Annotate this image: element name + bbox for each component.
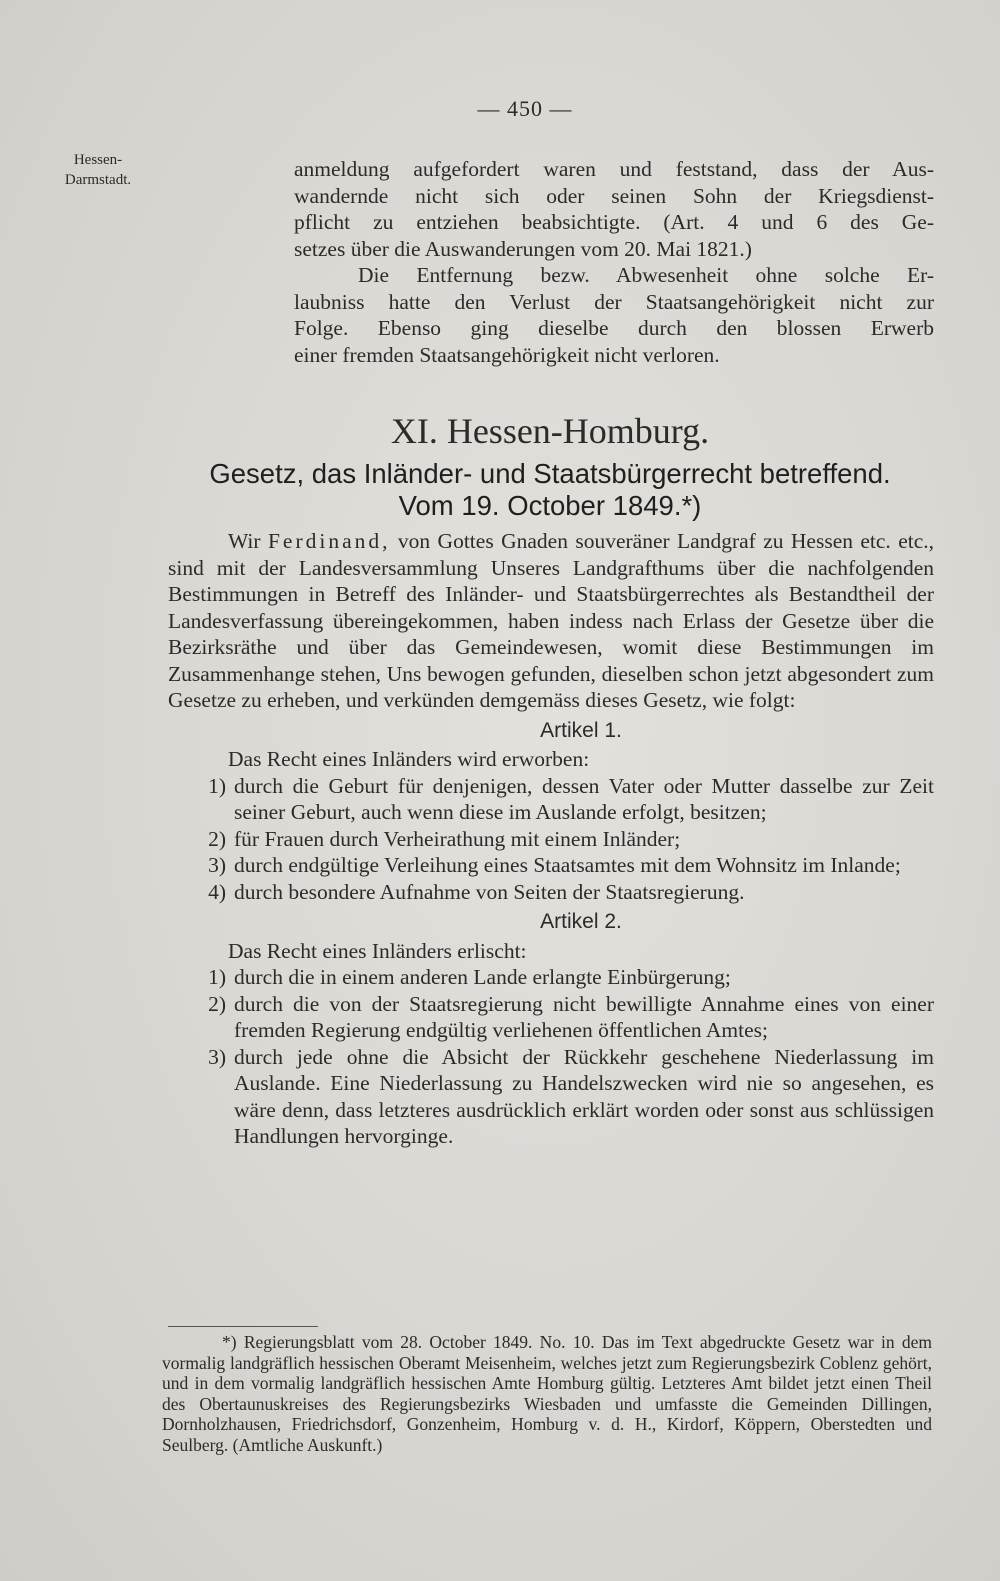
list-number: 2) bbox=[208, 826, 226, 851]
law-title bbox=[165, 458, 935, 522]
list-number: 1) bbox=[208, 773, 226, 798]
article-1-lead: Das Recht eines Inländers wird erworben: bbox=[228, 747, 590, 771]
intro-line-3: pflicht zu entziehen beabsichtigte. (Art. 4 und 6 des Ge- bbox=[294, 210, 934, 234]
list-text: durch jede ohne die Absicht der Rückkehr geschehene Niederlassung im Auslande. Eine Niederlassung zu Handelszwecken wird nie so angesehen, es wäre denn, dass letzteres ausdrücklich erklärt worden oder sonst aus schlüssigen Handlungen hervorginge. bbox=[234, 1044, 934, 1148]
list-item bbox=[168, 1044, 934, 1150]
article-2-lead: Das Recht eines Inländers erlischt: bbox=[228, 938, 527, 963]
intro-para2-line-3: Folge. Ebenso ging dieselbe durch den blossen Erwerb bbox=[294, 316, 934, 340]
list-number: 1) bbox=[208, 965, 226, 989]
margin-note-line-1: Hessen- bbox=[73, 152, 123, 168]
intro-paragraph-1 bbox=[294, 156, 934, 368]
law-title-line-1: Gesetz, das Inländer- und Staatsbürgerrecht betreffend. bbox=[209, 458, 891, 489]
intro-line-2: wandernde nicht sich oder seinen Sohn der Kriegsdienst- bbox=[294, 183, 934, 208]
list-item bbox=[168, 773, 934, 826]
list-number: 3) bbox=[208, 1044, 226, 1069]
list-text: durch die von der Staatsregierung nicht bewilligte Annahme eines von einer fremden Regierung endgültig verliehenen öffentlichen Amtes; bbox=[234, 991, 934, 1042]
article-1-heading: Artikel 1. bbox=[540, 718, 622, 742]
preamble-text: von Gottes Gnaden souveräner Landgraf zu Hessen etc. etc., sind mit der Landesversammlung Unseres Landgrafthums über die nachfolgenden Bestimmungen in Betreff des Inländer- und Staatsbürgerrechtes als Bestandtheil der Landesverfassung übereingekommen, haben indess nach Erlass der Gesetze über die Bezirksräthe und über das Gemeindewesen, womit diese Bestimmungen im Zusammenhange stehen, Uns bewogen gefunden, dieselben schon jetzt abgesondert zum Gesetze zu erheben, und verkünden demgemäss dieses Gesetz, wie folgt: bbox=[168, 529, 935, 712]
list-item bbox=[168, 991, 934, 1044]
list-item bbox=[168, 964, 934, 991]
footnote-text: *) Regierungsblatt vom 28. October 1849. No. 10. Das im Text abgedruckte Gesetz war in dem vormalig landgräflich hessischen Oberamt Meisenheim, welches jetzt zum Regierungsbezirk Coblenz gehört, und in dem vormalig landgräflich hessischen Amte Homburg gültig. Letzteres Amt bildet jetzt einen Theil des Obertaunuskreises des Regierungsbezirks Wiesbaden und umfasste die Gemeinden Dillingen, Dornholzhausen, Friedrichsdorf, Gonzenheim, Homburg v. d. H., Kirdorf, Köppern, Oberstedten und Seulberg. (Amtliche Auskunft.) bbox=[162, 1332, 932, 1455]
list-number: 2) bbox=[208, 991, 226, 1016]
list-number: 3) bbox=[208, 853, 226, 877]
list-number: 4) bbox=[208, 879, 226, 904]
section-title: XI. Hessen-Homburg. bbox=[390, 411, 710, 451]
list-text: durch die Geburt für denjenigen, dessen Vater oder Mutter dasselbe zur Zeit seiner Geburt, auch wenn diese im Auslande erfolgt, besitzen; bbox=[234, 773, 934, 824]
list-text: durch endgültige Verleihung eines Staatsamtes mit dem Wohnsitz im Inlande; bbox=[234, 853, 901, 877]
list-item bbox=[168, 826, 934, 853]
list-text: durch besondere Aufnahme von Seiten der Staatsregierung. bbox=[234, 879, 745, 904]
list-item bbox=[168, 879, 934, 906]
preamble bbox=[168, 528, 934, 714]
preamble-name: Ferdinand, bbox=[267, 529, 391, 553]
intro-para2-line-1: Die Entfernung bezw. Abwesenheit ohne solche Er- bbox=[358, 263, 934, 287]
list-item bbox=[168, 852, 934, 879]
intro-para2-line-2: laubniss hatte den Verlust der Staatsangehörigkeit nicht zur bbox=[294, 289, 934, 314]
footnote bbox=[162, 1332, 932, 1455]
preamble-lead: Wir bbox=[228, 529, 261, 553]
intro-line-1: anmeldung aufgefordert waren und feststand, dass der Aus- bbox=[294, 157, 934, 181]
list-text: für Frauen durch Verheirathung mit einem Inländer; bbox=[234, 826, 681, 851]
page-number: — 450 — bbox=[477, 96, 573, 121]
law-body bbox=[168, 528, 934, 1150]
margin-note bbox=[48, 150, 148, 190]
law-title-line-2: Vom 19. October 1849.*) bbox=[398, 490, 702, 521]
intro-line-4: setzes über die Auswanderungen vom 20. Mai 1821.) bbox=[294, 236, 752, 261]
margin-note-line-2: Darmstadt. bbox=[64, 172, 132, 188]
intro-para2-line-4: einer fremden Staatsangehörigkeit nicht verloren. bbox=[294, 342, 720, 367]
footnote-divider bbox=[168, 1326, 318, 1327]
article-2-heading: Artikel 2. bbox=[540, 910, 622, 933]
list-text: durch die in einem anderen Lande erlangte Einbürgerung; bbox=[234, 965, 731, 989]
